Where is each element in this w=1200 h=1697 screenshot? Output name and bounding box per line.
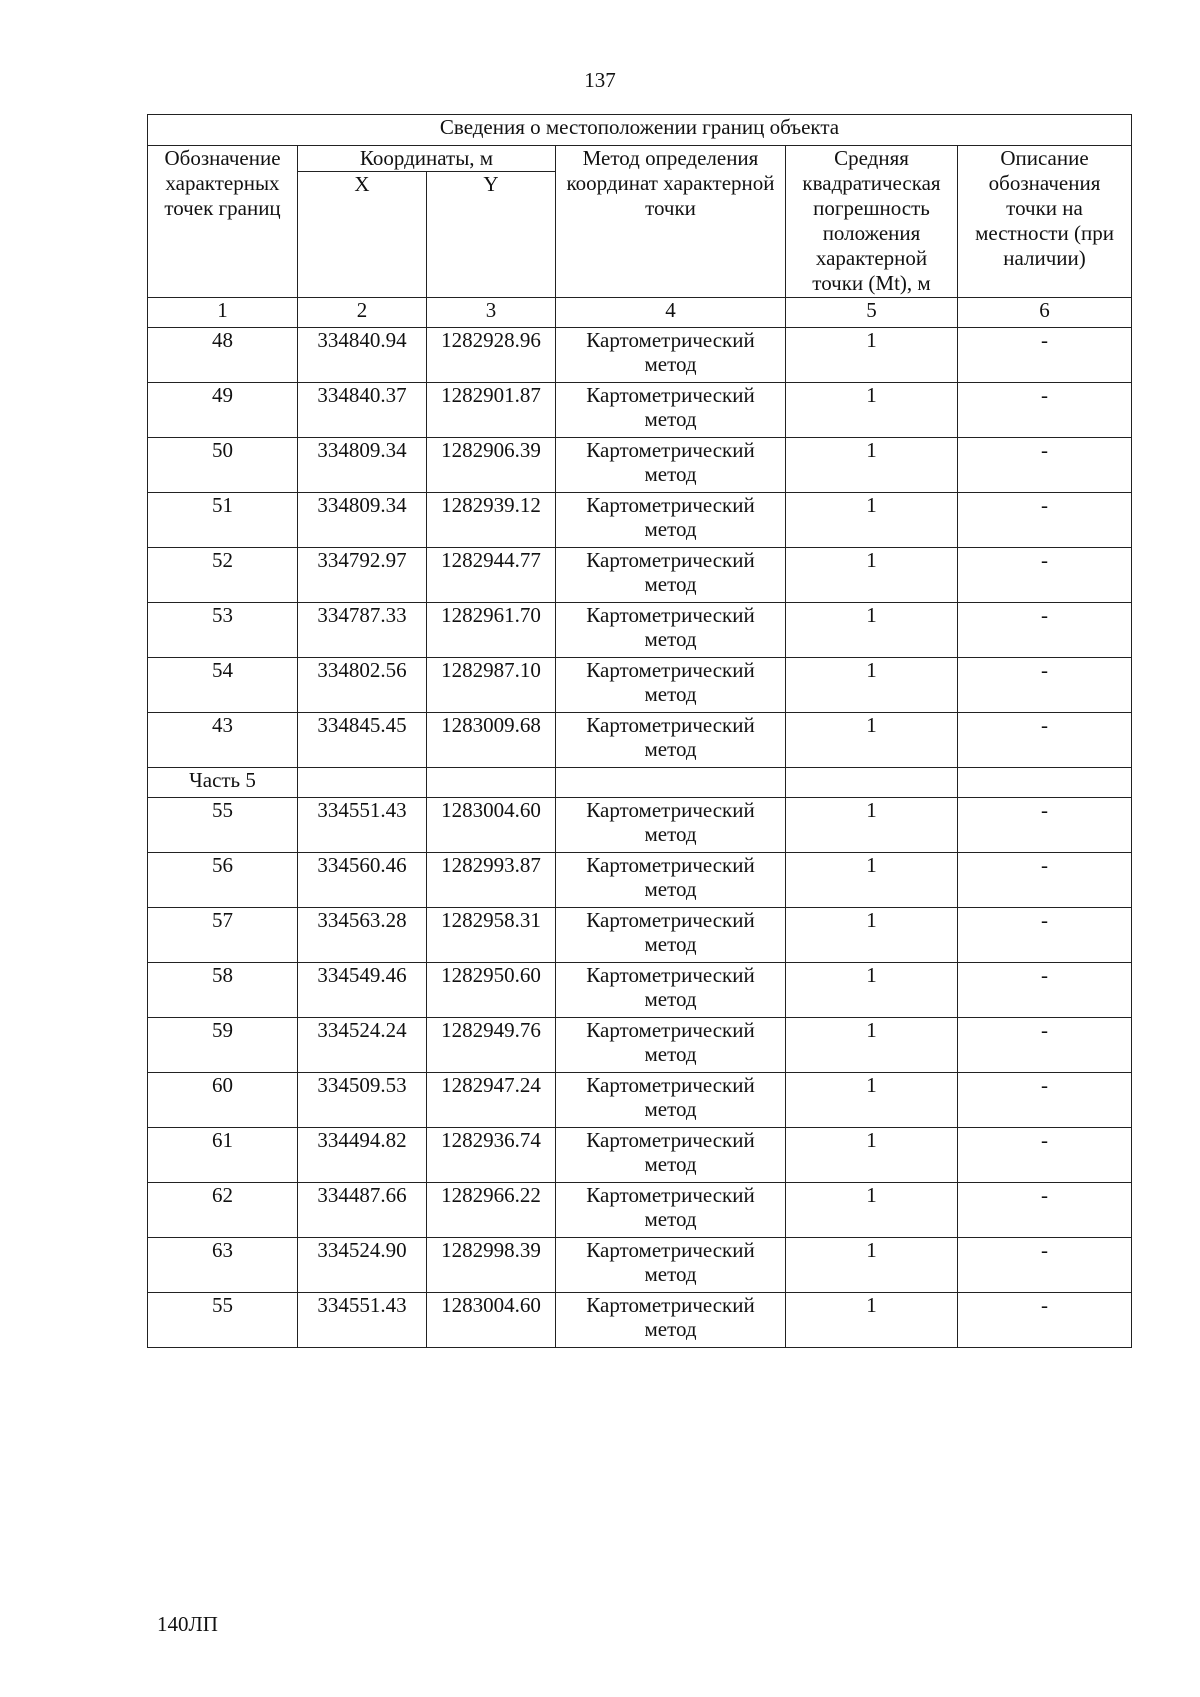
column-number-row [148,298,1132,328]
cell-point: 49 [148,383,298,438]
cell-method: Картометрический метод [556,1183,786,1238]
table-row [148,963,1132,1018]
table-row [148,548,1132,603]
cell-y: 1282998.39 [427,1238,556,1293]
cell-error: 1 [786,963,958,1018]
cell-x: 334840.37 [298,383,427,438]
cell-error: 1 [786,1183,958,1238]
cell-method: Картометрический метод [556,1293,786,1348]
cell-error: 1 [786,798,958,853]
cell-method: Картометрический метод [556,658,786,713]
header-y: Y [427,172,556,298]
cell-description: - [958,1238,1132,1293]
empty-cell [786,768,958,798]
header-row [148,146,1132,172]
footer-code: 140ЛП [157,1612,218,1636]
cell-point: 55 [148,798,298,853]
cell-point: 57 [148,908,298,963]
cell-x: 334809.34 [298,438,427,493]
cell-x: 334494.82 [298,1128,427,1183]
cell-y: 1282958.31 [427,908,556,963]
table-row [148,1183,1132,1238]
cell-y: 1282928.96 [427,328,556,383]
table-row [148,493,1132,548]
cell-method: Картометрический метод [556,493,786,548]
table-row [148,1073,1132,1128]
table-title: Сведения о местоположении границ объекта [148,115,1132,146]
cell-x: 334840.94 [298,328,427,383]
header-x: X [298,172,427,298]
cell-description: - [958,1018,1132,1073]
cell-y: 1282901.87 [427,383,556,438]
cell-point: 43 [148,713,298,768]
header-coordinates: Координаты, м [298,146,556,172]
cell-point: 63 [148,1238,298,1293]
cell-point: 59 [148,1018,298,1073]
cell-y: 1282944.77 [427,548,556,603]
cell-y: 1282966.22 [427,1183,556,1238]
part-row [148,768,1132,798]
header-mean-error: Средняя квадратическая погрешность положения характерной точки (Mt), м [786,146,958,298]
column-number: 1 [148,298,298,328]
table-row [148,1293,1132,1348]
cell-point: 62 [148,1183,298,1238]
cell-description: - [958,798,1132,853]
cell-x: 334549.46 [298,963,427,1018]
part-label: Часть 5 [148,768,298,798]
cell-method: Картометрический метод [556,1018,786,1073]
table-row [148,1018,1132,1073]
cell-x: 334551.43 [298,798,427,853]
cell-point: 56 [148,853,298,908]
cell-point: 52 [148,548,298,603]
cell-error: 1 [786,853,958,908]
cell-y: 1282947.24 [427,1073,556,1128]
cell-y: 1282936.74 [427,1128,556,1183]
cell-x: 334560.46 [298,853,427,908]
cell-x: 334509.53 [298,1073,427,1128]
cell-description: - [958,658,1132,713]
cell-point: 60 [148,1073,298,1128]
table-row [148,1128,1132,1183]
cell-x: 334487.66 [298,1183,427,1238]
cell-description: - [958,493,1132,548]
table-row [148,328,1132,383]
cell-description: - [958,328,1132,383]
column-number: 2 [298,298,427,328]
cell-point: 48 [148,328,298,383]
cell-x: 334563.28 [298,908,427,963]
table-row [148,1238,1132,1293]
cell-y: 1283009.68 [427,713,556,768]
cell-method: Картометрический метод [556,713,786,768]
cell-method: Картометрический метод [556,328,786,383]
cell-y: 1283004.60 [427,798,556,853]
column-number: 3 [427,298,556,328]
header-method: Метод определения координат характерной точки [556,146,786,298]
cell-method: Картометрический метод [556,548,786,603]
cell-x: 334809.34 [298,493,427,548]
cell-description: - [958,1293,1132,1348]
cell-error: 1 [786,548,958,603]
table-row [148,383,1132,438]
cell-description: - [958,1073,1132,1128]
cell-description: - [958,853,1132,908]
cell-description: - [958,548,1132,603]
cell-description: - [958,1183,1132,1238]
empty-cell [298,768,427,798]
cell-error: 1 [786,1128,958,1183]
cell-x: 334787.33 [298,603,427,658]
cell-error: 1 [786,1073,958,1128]
cell-method: Картометрический метод [556,383,786,438]
cell-description: - [958,1128,1132,1183]
column-number: 5 [786,298,958,328]
table-row [148,853,1132,908]
page-number: 137 [584,68,616,92]
empty-cell [556,768,786,798]
table-row [148,658,1132,713]
cell-y: 1282961.70 [427,603,556,658]
cell-error: 1 [786,438,958,493]
cell-point: 50 [148,438,298,493]
cell-error: 1 [786,493,958,548]
cell-point: 55 [148,1293,298,1348]
cell-y: 1282950.60 [427,963,556,1018]
cell-method: Картометрический метод [556,603,786,658]
header-description: Описание обозначения точки на местности (при наличии) [958,146,1132,298]
cell-description: - [958,383,1132,438]
cell-description: - [958,603,1132,658]
cell-x: 334524.90 [298,1238,427,1293]
cell-point: 53 [148,603,298,658]
column-number: 4 [556,298,786,328]
empty-cell [427,768,556,798]
cell-point: 61 [148,1128,298,1183]
cell-y: 1283004.60 [427,1293,556,1348]
table-row [148,603,1132,658]
table-row [148,798,1132,853]
cell-error: 1 [786,1018,958,1073]
cell-method: Картометрический метод [556,1128,786,1183]
cell-point: 51 [148,493,298,548]
cell-description: - [958,963,1132,1018]
header-point-designation: Обозначение характерных точек границ [148,146,298,298]
cell-description: - [958,438,1132,493]
cell-error: 1 [786,908,958,963]
cell-y: 1282993.87 [427,853,556,908]
cell-method: Картометрический метод [556,798,786,853]
cell-error: 1 [786,1238,958,1293]
cell-error: 1 [786,383,958,438]
empty-cell [958,768,1132,798]
cell-error: 1 [786,603,958,658]
cell-method: Картометрический метод [556,853,786,908]
cell-method: Картометрический метод [556,908,786,963]
cell-x: 334551.43 [298,1293,427,1348]
cell-x: 334845.45 [298,713,427,768]
column-number: 6 [958,298,1132,328]
cell-error: 1 [786,658,958,713]
cell-error: 1 [786,1293,958,1348]
cell-error: 1 [786,328,958,383]
boundary-coordinates-table [147,114,1132,1348]
table-row [148,438,1132,493]
cell-method: Картометрический метод [556,438,786,493]
table-row [148,908,1132,963]
cell-point: 58 [148,963,298,1018]
cell-method: Картометрический метод [556,1073,786,1128]
cell-error: 1 [786,713,958,768]
cell-description: - [958,908,1132,963]
cell-y: 1282906.39 [427,438,556,493]
cell-point: 54 [148,658,298,713]
cell-y: 1282949.76 [427,1018,556,1073]
cell-x: 334524.24 [298,1018,427,1073]
cell-x: 334792.97 [298,548,427,603]
table-row [148,713,1132,768]
table-title-row [148,115,1132,146]
cell-x: 334802.56 [298,658,427,713]
cell-y: 1282939.12 [427,493,556,548]
cell-y: 1282987.10 [427,658,556,713]
cell-description: - [958,713,1132,768]
cell-method: Картометрический метод [556,1238,786,1293]
cell-method: Картометрический метод [556,963,786,1018]
